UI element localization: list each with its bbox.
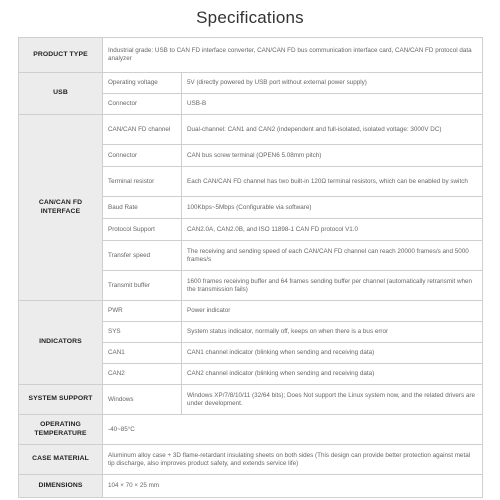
row-label: CAN1 — [103, 343, 182, 364]
row-value: System status indicator, normally off, keeps on when there is a bus error — [182, 322, 483, 343]
row-label: Connector — [103, 145, 182, 167]
row-value: Aluminum alloy case + 3D flame-retardant insulating sheets on both sides (This design can provide better protection against metal tip discharge, also improves product safety, and extends service life) — [103, 445, 483, 475]
row-value: USB-B — [182, 94, 483, 115]
row-value: Each CAN/CAN FD channel has two built-in 120Ω terminal resistors, which can be enabled by switch — [182, 167, 483, 197]
row-value: The receiving and sending speed of each CAN/CAN FD channel can reach 20000 frames/s and 5000 frames/s — [182, 241, 483, 271]
table-row — [19, 115, 483, 145]
table-row — [19, 385, 483, 415]
page-title: Specifications — [196, 8, 304, 27]
table-row — [19, 445, 483, 475]
row-category: USB — [19, 73, 103, 115]
row-label: Operating voltage — [103, 73, 182, 94]
row-value: Industrial grade: USB to CAN FD interface converter, CAN/CAN FD bus communication interface card, CAN/CAN FD protocol data analyzer — [103, 38, 483, 73]
row-value: 1600 frames receiving buffer and 64 frames sending buffer per channel (automatically retransmit when the transmission fails) — [182, 271, 483, 301]
table-row — [19, 73, 483, 94]
row-value: Windows XP/7/8/10/11 (32/64 bits); Does Not support the Linux system now, and the related drivers are under development. — [182, 385, 483, 415]
row-value: 100Kbps~5Mbps (Configurable via software) — [182, 197, 483, 219]
row-value: 5V (directly powered by USB port without external power supply) — [182, 73, 483, 94]
row-value: CAN2.0A, CAN2.0B, and ISO 11898-1 CAN FD protocol V1.0 — [182, 219, 483, 241]
row-value: CAN2 channel indicator (blinking when sending and receiving data) — [182, 364, 483, 385]
row-value: -40~85°C — [103, 415, 483, 445]
row-label: Protocol Support — [103, 219, 182, 241]
row-category: CASE MATERIAL — [19, 445, 103, 475]
row-label: CAN2 — [103, 364, 182, 385]
row-label: CAN/CAN FD channel — [103, 115, 182, 145]
row-category: OPERATING TEMPERATURE — [19, 415, 103, 445]
row-category: CAN/CAN FD INTERFACE — [19, 115, 103, 301]
table-row — [19, 38, 483, 73]
row-value: CAN bus screw terminal (OPEN6 5.08mm pitch) — [182, 145, 483, 167]
row-category: SYSTEM SUPPORT — [19, 385, 103, 415]
table-row — [19, 475, 483, 498]
row-label: Transmit buffer — [103, 271, 182, 301]
row-label: PWR — [103, 301, 182, 322]
row-label: Windows — [103, 385, 182, 415]
row-value: 104 × 70 × 25 mm — [103, 475, 483, 498]
table-row — [19, 301, 483, 322]
row-label: SYS — [103, 322, 182, 343]
row-value: CAN1 channel indicator (blinking when sending and receiving data) — [182, 343, 483, 364]
table-row — [19, 415, 483, 445]
row-label: Transfer speed — [103, 241, 182, 271]
row-label: Connector — [103, 94, 182, 115]
row-value: Power indicator — [182, 301, 483, 322]
row-category: PRODUCT TYPE — [19, 38, 103, 73]
specifications-table — [18, 37, 483, 498]
row-category: INDICATORS — [19, 301, 103, 385]
row-category: DIMENSIONS — [19, 475, 103, 498]
row-value: Dual-channel: CAN1 and CAN2 (independent and full-isolated, isolated voltage: 3000V DC) — [182, 115, 483, 145]
row-label: Terminal resistor — [103, 167, 182, 197]
row-label: Baud Rate — [103, 197, 182, 219]
